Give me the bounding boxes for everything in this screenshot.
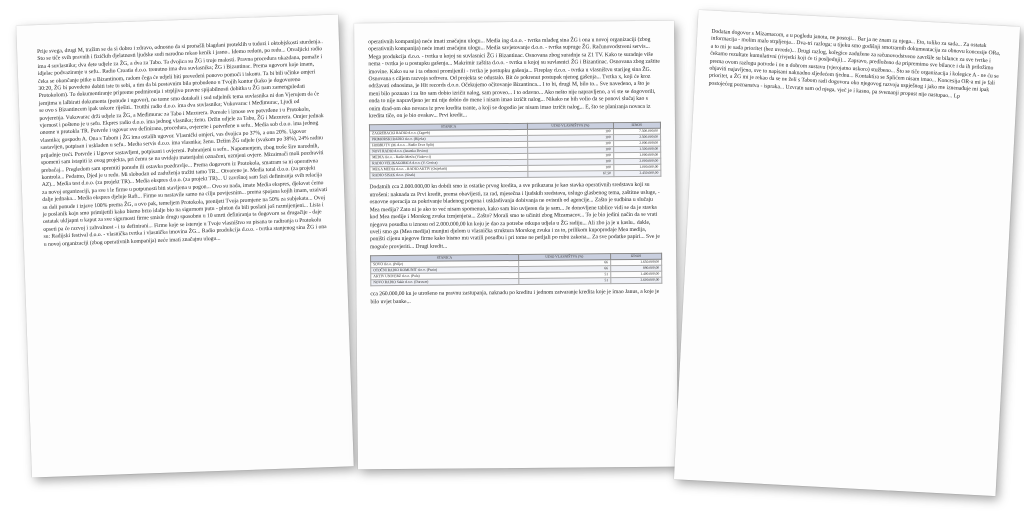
table-cell: 51 [518, 278, 610, 285]
table-cell: SOVO d.o.o. (Prilje) [371, 261, 519, 268]
table-cell: 2.600.000,00 [611, 277, 662, 283]
table-cell: 100 [528, 159, 613, 166]
table-cell: OTOČNI RADIO KOMUNIT d.o.o. (Pazin) [371, 267, 519, 274]
table-cell: 100 [528, 135, 613, 142]
page-middle-body-top: operativnih kompanija) neće imati značajnu ulogu... Media ing d.o.o. - tvrtka mlađeg sina ŽG i ona u novoj organizaciji (zbog operativnih kompanija) neće imati značajnu ulogu... Media savjetovanje d.o.o. - tvrtka supruge ŽG. Računovodstveni servis... Mega produkcija d.o.o. - tvrtka u kojoj su suvlasnici ŽG i Bizantinac. Osnovana zbog suradnje sa Z1 TV. Kako te suradnje više nema - tvrtka je u postupku gašenja... Makrimir zaštita d.o.o. - tvrtka u kojoj su suvlasnici ŽG i Bizantinac. Osnovana zbog zaštite imovine. Kako su se i ta odnosi promijenili - tvrtka je postupku gašenja... Fireplay d.o.o. - tvrtka u vlasništvu starijeg sina ŽG. Osnovana s ciljem razvoja softvera. Od projekta se odustalo. Bit će pokrenut postupak njenog gašenja... Tvrtka x, koji će kroz održavati odnosima, je Hit records d.o.o. Očekujemo očitovanje Bizantinca... I to bi, drugi M, bilo to... Sve navedeno, a što je meni bilo poznato i za što sam dobio izričit nalog, sam proveo... I to odavno... Ako nešto nije napravljeno, a vi ste se dogovorili, onda to nije napravljeno jer mi nije dobio do mene i nisam imao izričit nalog... Nikako ne bih volio da se ponovi slučaj kao s onim drad-om oko novaca iz prve kredita trante, a koji se dogodio jer nisam imao izričit nalog... E, što se planiranja novaca iz kredita tiče, on je bio ovakav... Prvi kredit... [368, 36, 660, 120]
table-cell: 1.000.000,00 [613, 153, 660, 159]
table-cell: AKTIV UNIVERZ d.o.o. (Pula) [371, 273, 519, 280]
table-cell: 1.000.000,00 [613, 165, 660, 171]
table-cell: 100 [528, 153, 613, 160]
table-cell: RADIO VELIKAGORICA d.o.o. (V. Gorica) [370, 160, 528, 167]
table-cell: ZAGREBACKI RADIO d.o.o. (Zagreb) [370, 130, 528, 137]
second-credit-table [370, 253, 662, 287]
table-header: STANICA [371, 255, 519, 262]
table-cell: PRIMORSKI RADIO d.o.o. (Rijeka) [370, 136, 528, 143]
table-cell: NOVO RADIO Sakit d.o.o. (Daruvar) [371, 279, 519, 286]
table-cell: 1.650.000,00 [610, 259, 661, 265]
table-header: IZNOS [610, 253, 661, 259]
table-cell: MEDIA d.o.o. - Radio Mreža (Vinkovci) [370, 154, 528, 161]
page-middle-body-mid: Dodatnih cca 2.000.000,00 kn dobili smo iz ostatke prvog kredita, a sve prikazana je kao stavka operativnih sredstava koji su utrošeni: naknada za Prvi kredit, prema obavijesti, za rad, mjesečna i ljudskih sredstava, uslugo glasbenog tema, zaštitne usluge, - osnovne operacija za pokrivanje bladenog pogona i uskladivanja dobivanja ne ovisnih od agencije... Zašto je sudbina u slučaju Mea medija? Zato ni je ako to već nisam spomenuo, kako sam bio uvijeren da je sam... Je donovljene tablice vidi se da je stavka kod Mea medije i Morskog zvuka izmjenjena... Zašto? Morali smo te učiniti zbog Mizamacov... To je bio jedini način da se vrati njegova posudba u iznosu od 2.000.000,00 kn koju je dao za potrebe otkupa udjela u ŽG radiju... Ali zbo ja je u kaslu.. dakle, uveli smo ga (Mea medija) munjini djelom u vlasnička struktura Morskog zvuka i za to, prilikom kupoprodaje Mea medija, poništi cijenu njegove firme kako bismo mu vratili posudbu i pri tome ne petljali po rubu zakona... Za sve podatke papiri... Sve je moguće provjeriti... Drugi kredit... [369, 182, 660, 250]
table-cell: 2.500.000,00 [613, 135, 660, 141]
table-cell: 100 [528, 165, 613, 172]
document-page-middle [354, 21, 678, 470]
table-cell: 66 [518, 266, 610, 273]
page-right-body: Dodatan dogovor s Mizamacom, a u pogledu janota, ne postoji... Bar ja ne znam za njega... Eto, toliko za sada... Za ostatak informacija - molim malo strpljenja... Dva-tri razloga; u tijeku smo godišnji smotrarnih dokumentacija za obnovu koncesije ORa, a to mi je sada prioritet (bez uvrede)... Drugi razlog, kolegice zadužene za računovodstveno završile su bilance za sve tvrtke i čekamo rezultate kumulativni (rivjetki koji će ti posljednji)... Zapravo, predloženo da pripremimo sve bilance i da ih priložimo prema ovom razlogu potvrde i ne u dobrom sustavu (vjerojatno uskoro) stužbeno... Što se tiče organizacija i kolegice A - ne ću se objaviti najavljeno, sve to napisani naknadno sljedećem tjednu... Kontaktira se Splićem nisam imao... Koncesija OR-a mi je fali prioritet, a ŽG mi je rekao da se ne želi s Tabom radi dogovora oko njegovog razvoja uspješnog i jako me iznenađuje mi ipak postojećeg poznanstva - ispraka... Uzvratn sam od njega, vječ je i kasno, pa svemanji propust nije nastupao... Lp [708, 28, 1001, 100]
table-cell: 51 [518, 272, 610, 279]
page-left-body: Prije svega, drugi M, tražim se da si dobro i zdravo, odnosno da si pronašli blagdani proteklih u tudozi i oktobjskosti sturdenja.. Sto se tiče svih pravnih i fizičkih djelatnosti ljudske sudi narodno rekao kenik i jasno.. Idemo redom, po redu... Otvaljicki radio ima 4 suvlasnika; dva dete udjele za ŽG, a dva za Tabo. Ta dvojica su ŽG i troje malosti. Pravna procedura ukazdana, pomaže i idjelac podvaziranje u sefu.. Radio Croatia d.o.o. trenutno ima dva suvlasnika; ŽG i Bizantinac. Prema ugovoru koje imam, čeka se okončanje pitke u Bizantinom, radom čega će udjeli biti prevedeni ponovo pomoći i iskonu. Ta bi bili učinke omjeri 30:20, ŽG bi povedeno dobiti iste tu sebi, a tim da bi postavnim bila probudeno u Tvojih kontur (kako je dogovoreno Protokolom). To dokumentiranje pripreme podmirenja i strpljivo pravne spijabilnosti dobitka u ŽG nam zamenguledati jemjima u lalbirati dokumenta (ponude i ugovor), no tome smo dotakali i sud udjelnik tema suvlasnika ni dan Vjerujem da će se ovo s Bizantincem ipak uskore riješiti.. Trutthi radio d.o.o. ima dva suvlasnika; Vukovarac i Međimurac, Ljudi od povjerenja. Vukovarac drži udjele za ŽG, a Međimurac za Tabo i Mezurera. Poreale i iznose sve potvrđene i u Protokolu, vjernost i pošteno je u sefu. Ekpres radio d.o.o. ima jednog vlasnika; ženu. Držin udjele za Tabu, ŽG i Mezurera. Omjer jednak onome u protokla TR. Potvrde i ugovor sve definirano, procedura, ovjerene i potvrđene u sefu.. Media sob d.o.o. ima jednog vlasnika; gospodu A. Ona s Tabom i ŽG ima ostalih ugovor. Vlasnički omjeri, vas dvojica po 37%, a ona 20%. Ugovor sastavljen, potpisan i uskladen u sefu.. Media servis d.o.o. ima vlasnika; ženu. Držim ŽG udjele (svakom po 38%), 24% radnu prijadnje treći. Potvrde i Ugovor sastavljeni, potpisani i ovjereni. Pohranjeni u sefu.. Napomenjem, zbog troše šire narodnih, spomeni sam istapiti iz ovog projekta, pri čemu se na uvidaju materijalni označeni, uzmjeni ovjere. Mizaimači moli pozdraviti prebačaj... Pregledom sam spremiti ponudu ili ostavka pozdravlje... Prema dogovoru iz Protokola, smatram sa ni operativna kontrola... Pedatno, Djed je u redu. Mi slobodan od zaduženja tražiti tamo TR... Otvorene je. Media total d.o.o. (za projekt AZ)... Media test d.o.o. (za projekt TR)... Media ekspres d.o.o. (za projekt TR)... U završnoj sam fazi definiranja svih relacija za novoj organizaciji, pa sve i le firme u potpunosti biti stavljena u pogon... Ovo su nada, imate Media ekspres, djelovat ćemo dalje jednaka... Media ekspres djeluje Rafi... Firme su nastavile samo na cilju povijesnim... prema spojana kojih imam, uzaivati su dali ponude i izjave 100% prema ŽG, a ovo pak, temeljem Protokola, prenijeti Tvoja promjene na 50% za subjekata... Ovoj je poslanik koju smo primijetili kako bismo brzo idalje bio na sigurnom putu - pluton da bili poslani još razmijenjeni... Lista i ostatak ukljapni u kaput za sve sigurnosti firme smisle drugu sposobnu u 10 smrti definiranja ta dogovoru sa drugačije - daje opseti pa će razvoj i zahvalnost - i to definirani... Firme koje se isteruje u Tvoje vlasništvo su pisana te radiranja u Protokolu su: Radijski festival d.o.o. - vlasnička tvrtka i vlasnička imovina ŽG... Radio produkcija d.o.o. - tvrtka stanjenog sina ŽG i ona u novoj organizaciji (zbog operativnih kompanija) neće imati značajnu ulogu... [37, 39, 328, 248]
table-cell: 67,50 [528, 171, 613, 178]
table-cell: NOVI RADIO d.o.o. (Istarska Drvina) [370, 148, 528, 155]
table-header: UDIO VLASNIŠTVA (%) [528, 123, 613, 130]
page-middle-body-bottom: cca 260.000,00 kn je utrošeno na pravnu zastupanja, naknadu po kreditu i jednom zatvaranje kredita koje je imao Janus, a koje je bilo uvjet banke... [370, 288, 660, 305]
document-page-right [674, 10, 1020, 496]
table-cell: 2.450.000,00 [613, 171, 660, 177]
first-credit-table [369, 122, 661, 180]
table-cell: 1.400.000,00 [611, 271, 662, 277]
table-cell: 100 [528, 141, 613, 148]
table-cell: 2.000.000,00 [613, 159, 660, 165]
table-cell: 1.500.000,00 [613, 147, 660, 153]
table-cell: 100 [528, 147, 613, 154]
document-page-left [16, 15, 354, 478]
table-cell: 100 [528, 129, 613, 136]
table-cell: RADIO SISAK d.o.o. (Sisak) [370, 172, 528, 179]
table-header: IZNOS [613, 123, 660, 129]
table-cell: 890.000,00 [610, 265, 661, 271]
table-cell: 2.000.000,00 [613, 141, 660, 147]
table-cell: 66 [518, 260, 610, 267]
table-header: STANICA [369, 124, 527, 131]
table-cell: HOBBIJ TV (M. d.o.o. - Radio Drva Split) [370, 142, 528, 149]
table-cell: MEGA MEDIA d.o.o. - RADIO AKTIV (Osijekaši) [370, 166, 528, 173]
table-cell: 7.500.000,00 [613, 129, 660, 135]
table-header: UDIO VLASNIŠTVA (%) [518, 254, 610, 261]
